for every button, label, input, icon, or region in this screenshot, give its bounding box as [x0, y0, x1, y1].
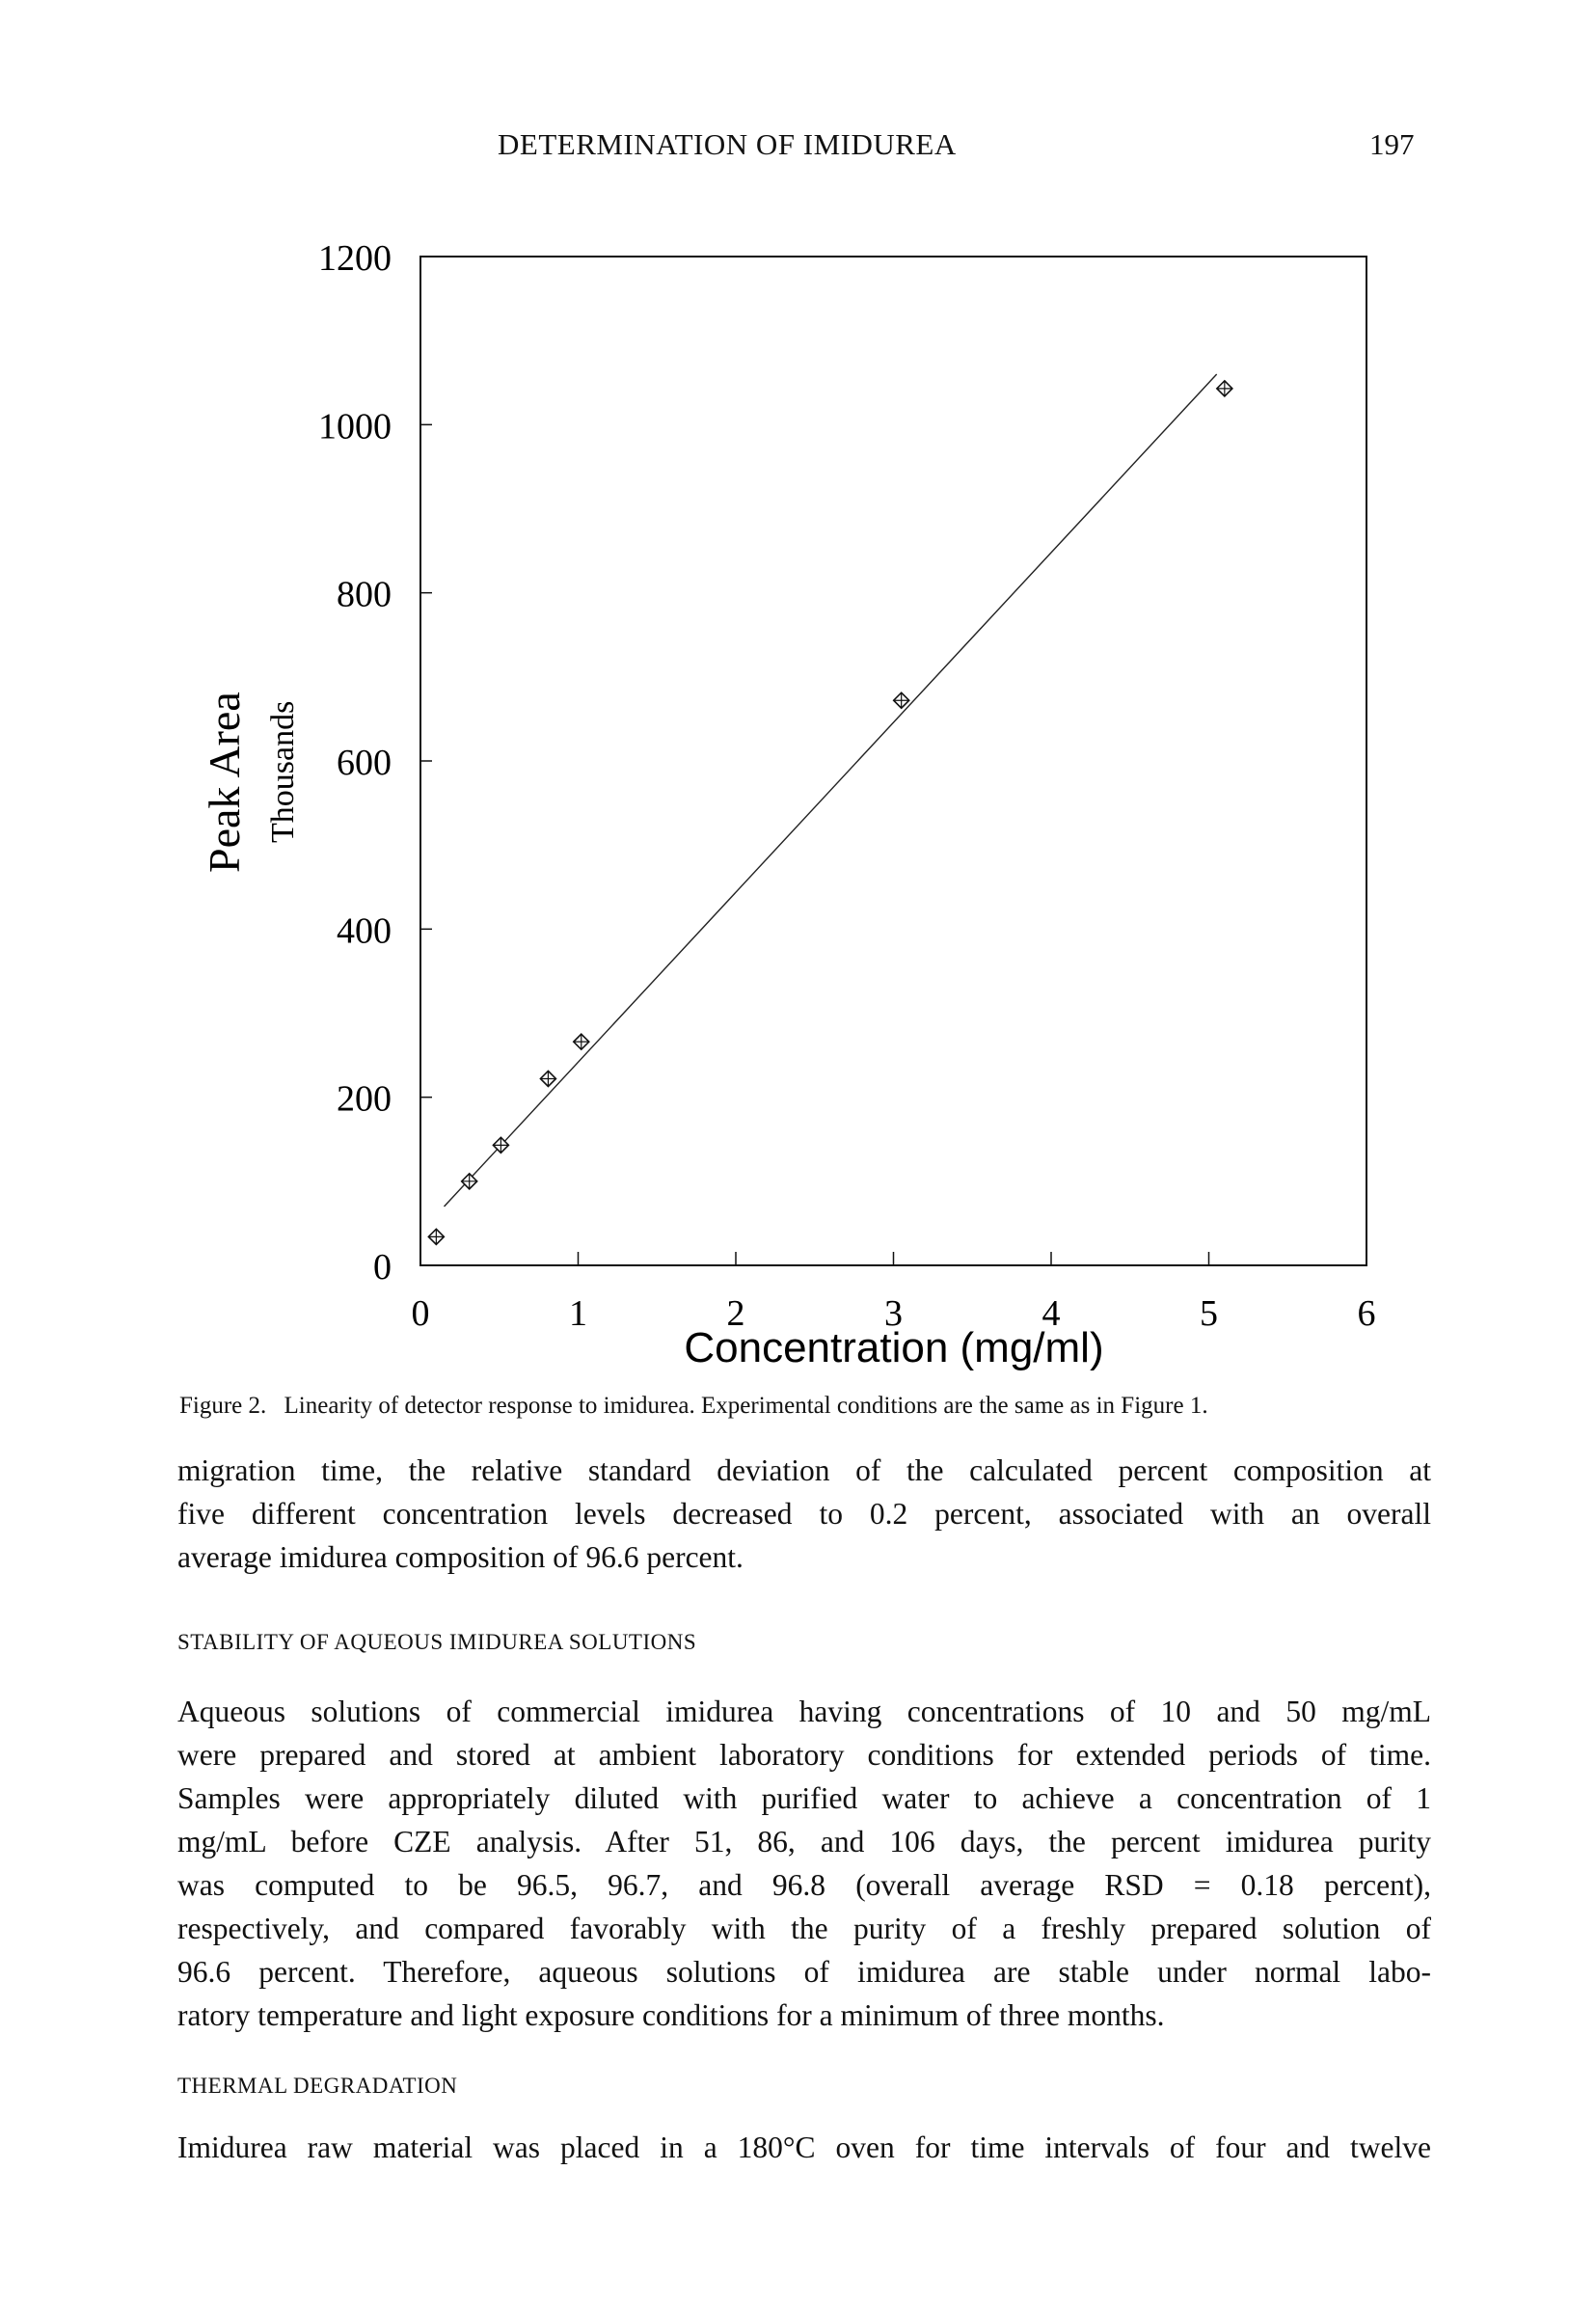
regression-line — [445, 374, 1217, 1207]
y-tick-label: 0 — [373, 1247, 392, 1288]
diamond-marker-icon — [462, 1174, 477, 1189]
text-line: Samples were appropriately diluted with purified water to achieve a concentration of 1 — [177, 1781, 1431, 1815]
figure-caption — [179, 1393, 1433, 1420]
page-number: 197 — [1369, 127, 1415, 161]
figure-caption-text: Linearity of detector response to imidurea. Experimental conditions are the same as in Figure 1. — [284, 1393, 1208, 1419]
x-axis — [412, 1252, 1376, 1334]
diamond-marker-icon — [428, 1229, 444, 1244]
text-line: Imidurea raw material was placed in a 180°C oven for time intervals of four and twelve — [177, 2130, 1431, 2164]
text-line: respectively, and compared favorably with the purity of a freshly prepared solution of — [177, 1912, 1431, 1945]
text-line: average imidurea composition of 96.6 percent. — [177, 1540, 744, 1574]
text-line: ratory temperature and light exposure conditions for a minimum of three months. — [177, 1998, 1165, 2032]
y-axis-subtitle: Thousands — [265, 700, 301, 843]
x-tick-label: 5 — [1200, 1293, 1218, 1334]
text-line: 96.6 percent. Therefore, aqueous solutions of imidurea are stable under normal labo- — [177, 1955, 1431, 1989]
x-tick-label: 1 — [569, 1293, 587, 1334]
y-tick-label: 400 — [337, 910, 392, 952]
figure-label: Figure 2. — [179, 1393, 267, 1419]
section-heading-stability: STABILITY OF AQUEOUS IMIDUREA SOLUTIONS — [177, 1630, 697, 1654]
text-line: five different concentration levels decreased to 0.2 percent, associated with an overall — [177, 1497, 1431, 1531]
diamond-marker-icon — [574, 1034, 589, 1049]
diamond-marker-icon — [540, 1071, 555, 1086]
text-line: were prepared and stored at ambient laboratory conditions for extended periods of time. — [177, 1738, 1431, 1772]
paragraph-1 — [177, 1449, 1431, 1579]
y-axis — [318, 238, 432, 1288]
diamond-marker-icon — [894, 692, 909, 708]
plot-frame — [420, 257, 1366, 1265]
section-heading-thermal: THERMAL DEGRADATION — [177, 2074, 458, 2098]
y-tick-label: 600 — [337, 743, 392, 783]
x-tick-label: 6 — [1357, 1293, 1376, 1334]
text-line: Aqueous solutions of commercial imidurea having concentrations of 10 and 50 mg/mL — [177, 1695, 1431, 1728]
paragraph-2 — [177, 1690, 1431, 2037]
x-tick-label: 0 — [411, 1293, 430, 1334]
y-tick-label: 800 — [337, 574, 392, 615]
paragraph-3 — [177, 2126, 1431, 2169]
x-tick-label: 4 — [1041, 1293, 1061, 1334]
x-tick-label: 3 — [884, 1293, 903, 1334]
y-tick-label: 200 — [337, 1078, 392, 1120]
text-line: mg/mL before CZE analysis. After 51, 86, and 106 days, the percent imidurea purity — [177, 1825, 1431, 1858]
data-points — [428, 381, 1232, 1245]
text-line: migration time, the relative standard deviation of the calculated percent composition at — [177, 1453, 1431, 1487]
x-axis-title: Concentration (mg/ml) — [684, 1324, 1104, 1371]
y-tick-label: 1200 — [318, 238, 392, 279]
x-tick-label: 2 — [726, 1293, 745, 1334]
y-axis-title: Peak Area — [200, 692, 249, 873]
running-title: DETERMINATION OF IMIDUREA — [498, 127, 957, 161]
text-line: was computed to be 96.5, 96.7, and 96.8 (overall average RSD = 0.18 percent), — [177, 1868, 1431, 1902]
y-tick-label: 1000 — [318, 406, 392, 448]
diamond-marker-icon — [1217, 381, 1232, 396]
